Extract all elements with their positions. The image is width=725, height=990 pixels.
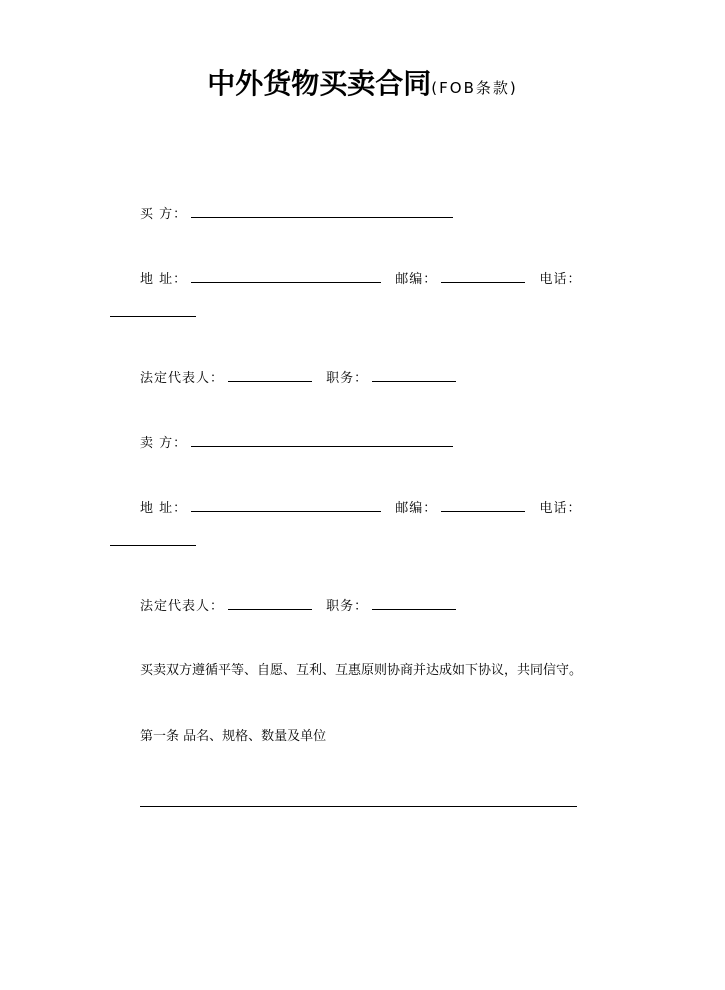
buyer-phone-field[interactable]: [110, 304, 196, 317]
seller-party-row: [140, 434, 457, 453]
agreement-paragraph: [140, 662, 582, 680]
buyer-address-row: [140, 270, 581, 289]
document-title: [0, 62, 725, 102]
seller-rep-label: 法定代表人：: [140, 599, 225, 614]
seller-address-field[interactable]: [191, 499, 381, 512]
seller-rep-row: [140, 597, 460, 616]
seller-phone-row: [110, 533, 196, 552]
article-1-blank-row: [140, 794, 577, 813]
seller-position-label: 职务：: [326, 599, 369, 614]
buyer-position-label: 职务：: [326, 371, 369, 386]
agreement-text: 买卖双方遵循平等、自愿、互利、互惠原则协商并达成如下协议，共同信守。: [140, 663, 583, 678]
buyer-address-label: 地 址：: [140, 272, 188, 287]
buyer-position-field[interactable]: [372, 369, 456, 382]
seller-postcode-label: 邮编：: [395, 501, 438, 516]
buyer-postcode-label: 邮编：: [395, 272, 438, 287]
seller-postcode-field[interactable]: [441, 499, 525, 512]
buyer-address-field[interactable]: [191, 270, 381, 283]
buyer-postcode-field[interactable]: [441, 270, 525, 283]
buyer-rep-field[interactable]: [228, 369, 312, 382]
buyer-phone-label: 电话：: [539, 272, 582, 287]
seller-phone-field[interactable]: [110, 533, 196, 546]
seller-phone-label: 电话：: [539, 501, 582, 516]
buyer-party-field[interactable]: [191, 205, 453, 218]
buyer-party-label: 买 方：: [140, 207, 188, 222]
article-1-heading: [140, 728, 326, 746]
article-1-field[interactable]: [140, 794, 577, 807]
seller-rep-field[interactable]: [228, 597, 312, 610]
seller-address-label: 地 址：: [140, 501, 188, 516]
seller-party-label: 卖 方：: [140, 436, 188, 451]
title-subtitle: (FOB条款): [431, 79, 518, 97]
title-main: 中外货物买卖合同: [207, 67, 432, 100]
buyer-rep-label: 法定代表人：: [140, 371, 225, 386]
buyer-party-row: [140, 205, 457, 224]
buyer-phone-row: [110, 304, 196, 323]
seller-address-row: [140, 499, 581, 518]
buyer-rep-row: [140, 369, 460, 388]
seller-position-field[interactable]: [372, 597, 456, 610]
seller-party-field[interactable]: [191, 434, 453, 447]
article-1-text: 第一条 品名、规格、数量及单位: [140, 729, 327, 744]
